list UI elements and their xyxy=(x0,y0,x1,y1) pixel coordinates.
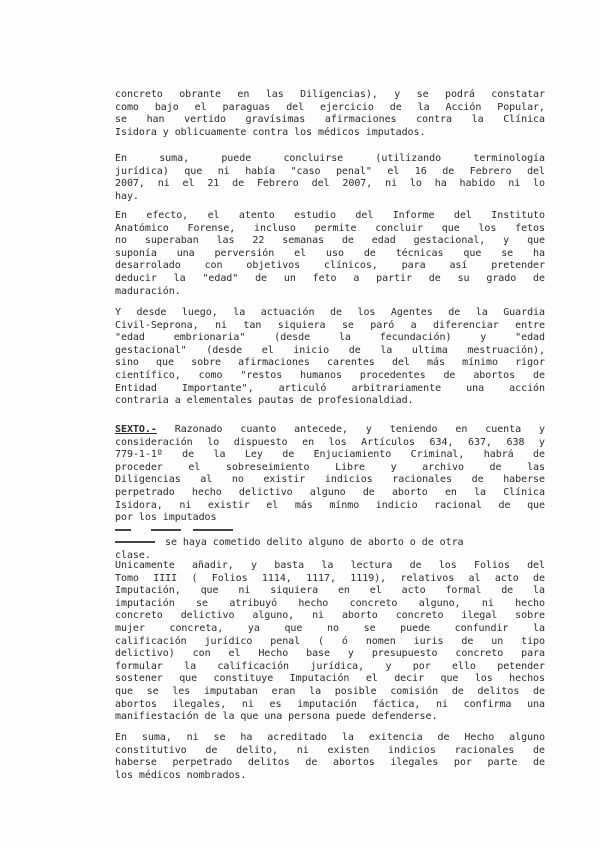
redaction-mark xyxy=(151,529,181,531)
text-line: constitutivo de delito, ni existen indicios racionales de xyxy=(115,744,545,756)
section-label-text: Razonado cuanto antecede, y teniendo en cuenta y xyxy=(174,424,545,435)
text-line: manifiestación de la que una persona puede defenderse. xyxy=(115,711,438,723)
text-line: hay. xyxy=(115,190,139,202)
text-line xyxy=(115,537,545,550)
text-line: que se les imputaban eran la posible comisión de delitos de xyxy=(115,685,545,697)
text-line: clase. xyxy=(115,549,151,561)
text-line: Anatómico Forense, incluso permite concluir que los fetos xyxy=(115,222,545,234)
text-line: deducir la "edad" de un feto a partir de su grado de xyxy=(115,272,545,284)
paragraph-2 xyxy=(115,153,545,203)
text-line: 779-1-1º de la Ley de Enjuciamiento Criminal, habrá de xyxy=(115,449,545,461)
text-line: desarrolado con objetivos clínicos, para así pretender xyxy=(115,260,545,272)
text-line: Tomo IIII ( Folios 1114, 1117, 1119), relativos al acto de xyxy=(115,572,545,584)
paragraph-3 xyxy=(115,210,545,298)
paragraph-6 xyxy=(115,560,545,724)
text-line: Civil-Seprona, ni tan siquiera se paró a diferenciar entre xyxy=(115,319,545,331)
text-line: Isidora y oblicuamente contra los médicos imputados. xyxy=(115,126,426,138)
text-line: abortos ilegales, ni es imputación fáctica, ni confirma una xyxy=(115,698,545,710)
text-line: haberse perpetrado delitos de abortos ilegales por parte de xyxy=(115,757,545,769)
text-line: Imputación, que ni siquiera en el acto formal de la xyxy=(115,585,545,597)
text-line: En suma, puede concluirse (utilizando terminología xyxy=(115,153,545,164)
text-line: maduración. xyxy=(115,285,181,297)
text-line: científico, como "restos humanos procedentes de abortos de xyxy=(115,369,545,381)
paragraph-1 xyxy=(115,89,545,139)
paragraph-4 xyxy=(115,307,545,408)
text-line: Entidad Importante", articuló arbitrariamente una acción xyxy=(115,382,545,394)
text-line: proceder el sobreseimiento Libre y archivo de las xyxy=(115,461,545,473)
text-line: gestacional" (desde el inicio de la ultima mestruación), xyxy=(115,344,545,356)
redacted-line xyxy=(115,525,545,538)
text-after-redaction: se haya cometido delito alguno de aborto o de otra xyxy=(165,537,464,549)
text-line: "edad embrionaria" (desde la fecundación) y "edad xyxy=(115,332,545,344)
text-line: Unicamente añadir, y basta la lectura de los Folios del xyxy=(115,560,545,571)
text-line: 2007, ni el 21 de Febrero del 2007, ni lo ha habido ni lo xyxy=(115,178,545,190)
text-line: formular la calificación jurídica, y por ello petender xyxy=(115,660,545,672)
text-line: Diligencias al no existir indicios racionales de haberse xyxy=(115,474,545,486)
text-line: Isidora, ni existir el más mínmo indicio racional de que xyxy=(115,499,545,511)
text-line: concreto obrante en las Diligencias), y se podrá constatar xyxy=(115,89,545,100)
text-line: suponía una perversión el uso de técnicas que se ha xyxy=(115,247,545,259)
redaction-mark xyxy=(193,529,233,531)
text-line: concreto delictivo alguno, ni aborto concreto ilegal sobre xyxy=(115,610,545,622)
text-line: sostener que constituye Imputación el decir que los hechos xyxy=(115,673,545,685)
text-line xyxy=(115,424,545,437)
text-line: los médicos nombrados. xyxy=(115,769,247,781)
paragraph-5 xyxy=(115,424,545,563)
text-line: consideración lo dispuesto en los Artículos 634, 637, 638 y xyxy=(115,436,545,448)
text-line: Y desde luego, la actuación de los Agentes de la Guardia xyxy=(115,307,545,318)
text-line: mujer concreta, ya que no se puede confundir la xyxy=(115,622,545,634)
redaction-mark xyxy=(115,541,155,543)
text-line: jurídica) que ni había "caso penal" el 16 de Febrero del xyxy=(115,165,545,177)
text-line: como bajo el paraguas del ejercicio de la Acción Popular, xyxy=(115,101,545,113)
text-line: En efecto, el atento estudio del Informe del Instituto xyxy=(115,210,545,221)
redaction-mark xyxy=(115,529,131,531)
text-line: contraria a elementales pautas de profesionaldiad. xyxy=(115,395,414,407)
text-line: perpetrado hecho delictivo alguno de aborto en la Clínica xyxy=(115,486,545,498)
text-line: En suma, ni se ha acreditado la exitencia de Hecho alguno xyxy=(115,732,545,743)
text-line: calificación jurídico penal ( ó nomen iuris de un tipo xyxy=(115,635,545,647)
text-line: se han vertido gravísimas afirmaciones contra la Clínica xyxy=(115,114,545,126)
paragraph-7 xyxy=(115,732,545,782)
text-line: sino que sobre afirmaciones carentes del más mínimo rigor xyxy=(115,357,545,369)
text-line: por los imputados xyxy=(115,512,217,524)
section-label: SEXTO.- xyxy=(115,424,157,435)
text-line: imputación se atribuyó hecho concreto alguno, ni hecho xyxy=(115,597,545,609)
text-line: delictivo) con el Hecho base y presupuesto concreto para xyxy=(115,648,545,660)
text-line: no superaban las 22 semanas de edad gestacional, y que xyxy=(115,235,545,247)
